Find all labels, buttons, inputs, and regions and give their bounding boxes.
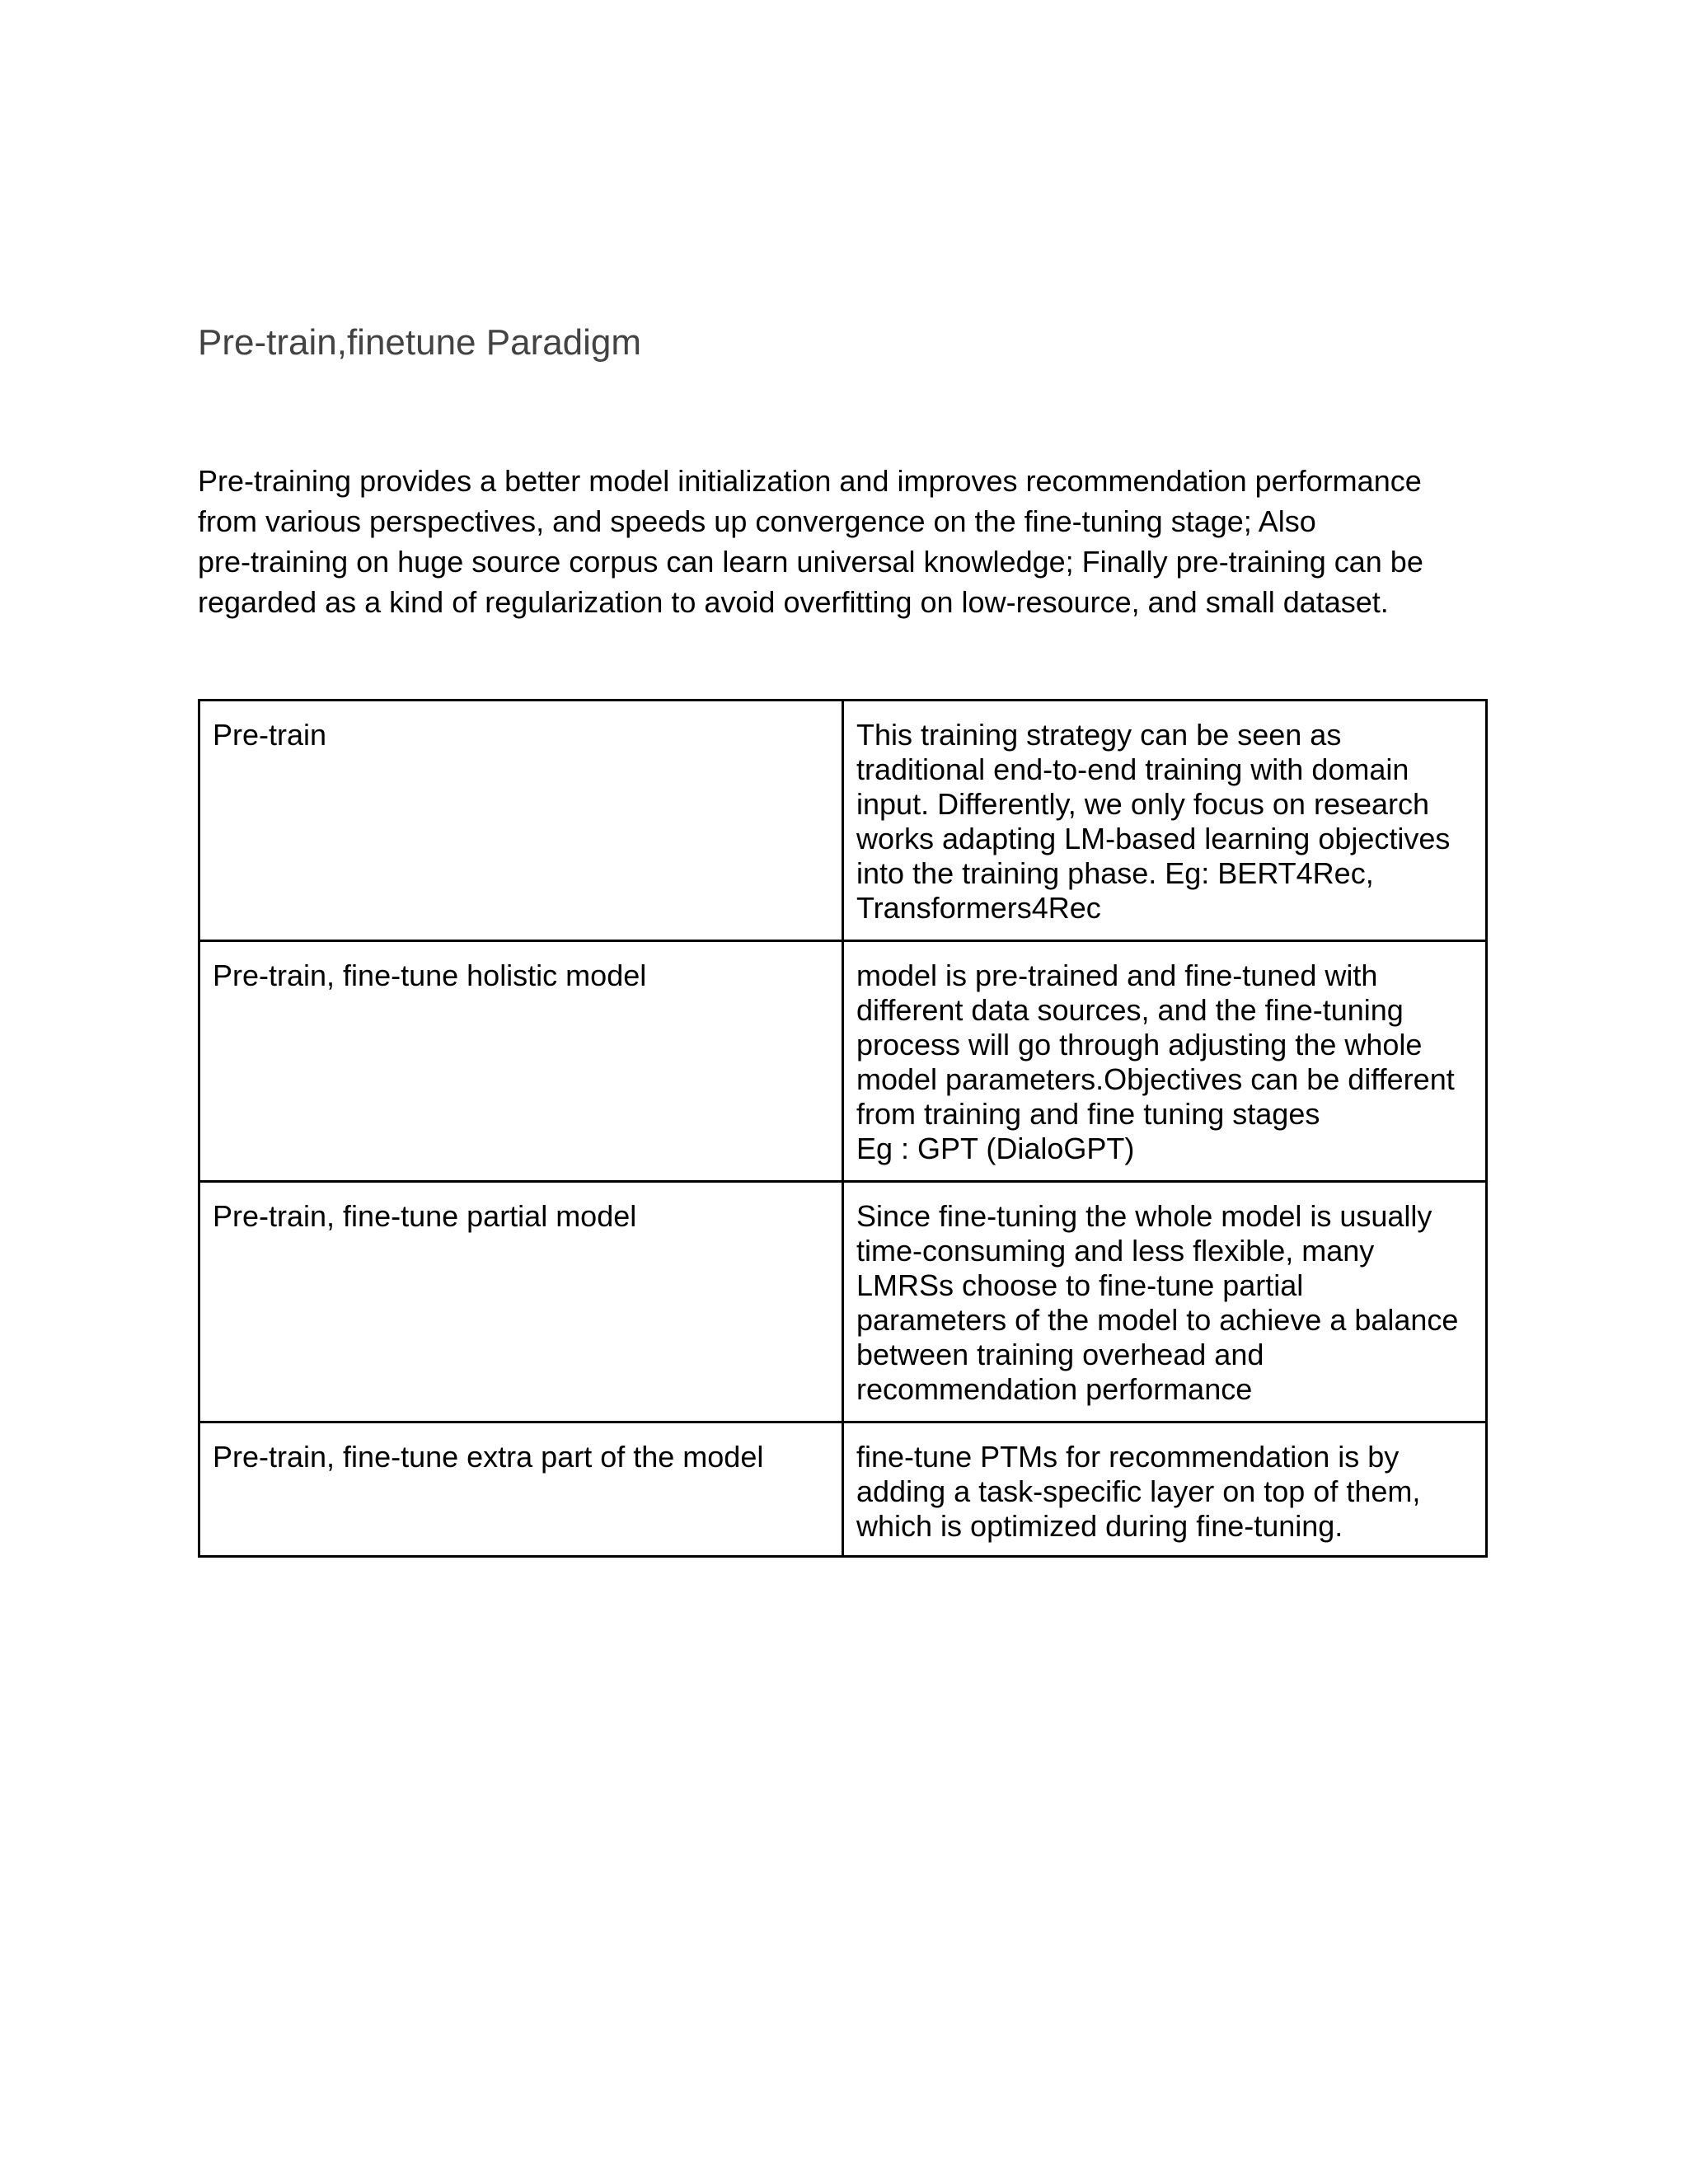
description-line: which is optimized during fine-tuning. <box>856 1509 1343 1543</box>
description-line: parameters of the model to achieve a balance <box>856 1303 1459 1337</box>
table-row <box>199 941 1487 1182</box>
paradigm-description-cell <box>843 941 1487 1182</box>
description-line: LMRSs choose to fine-tune partial <box>856 1268 1304 1302</box>
paradigm-description-cell <box>843 1182 1487 1422</box>
description-line: Since fine-tuning the whole model is usually <box>856 1199 1432 1233</box>
table-row <box>199 701 1487 941</box>
paradigm-name: Pre-train, fine-tune extra part of the model <box>213 1440 764 1474</box>
description-line: different data sources, and the fine-tuning <box>856 993 1404 1027</box>
intro-line: Pre-training provides a better model initialization and improves recommendation performance <box>198 464 1422 498</box>
paradigm-table <box>198 699 1488 1558</box>
intro-line: pre-training on huge source corpus can learn universal knowledge; Finally pre-training can be <box>198 545 1423 579</box>
paradigm-name-cell <box>199 1182 843 1422</box>
description-line: from training and fine tuning stages <box>856 1097 1320 1131</box>
intro-line: regarded as a kind of regularization to avoid overfitting on low-resource, and small dataset. <box>198 585 1389 619</box>
description-line: model parameters.Objectives can be different <box>856 1062 1455 1096</box>
description-line: recommendation performance <box>856 1372 1253 1406</box>
paradigm-description-cell <box>843 701 1487 941</box>
description-line: process will go through adjusting the whole <box>856 1028 1423 1062</box>
paradigm-name: Pre-train, fine-tune partial model <box>213 1199 637 1233</box>
description-line: traditional end-to-end training with domain <box>856 752 1409 786</box>
description-line: This training strategy can be seen as <box>856 718 1342 752</box>
paradigm-name-cell <box>199 941 843 1182</box>
intro-paragraph <box>198 461 1484 622</box>
paradigm-description-cell <box>843 1422 1487 1557</box>
description-line: Eg : GPT (DialoGPT) <box>856 1132 1135 1165</box>
description-line: Transformers4Rec <box>856 891 1101 925</box>
paradigm-name: Pre-train, fine-tune holistic model <box>213 958 647 992</box>
table-row <box>199 1422 1487 1557</box>
description-line: works adapting LM-based learning objectives <box>856 822 1451 855</box>
table-row <box>199 1182 1487 1422</box>
description-line: input. Differently, we only focus on research <box>856 787 1430 821</box>
description-line: fine-tune PTMs for recommendation is by <box>856 1440 1400 1474</box>
description-line: time-consuming and less flexible, many <box>856 1234 1375 1268</box>
description-line: between training overhead and <box>856 1338 1264 1371</box>
paradigm-name: Pre-train <box>213 718 327 752</box>
paradigm-name-cell <box>199 1422 843 1557</box>
description-line: adding a task-specific layer on top of them, <box>856 1474 1421 1508</box>
description-line: model is pre-trained and fine-tuned with <box>856 958 1378 992</box>
description-line: into the training phase. Eg: BERT4Rec, <box>856 856 1374 890</box>
document-title: Pre-train,finetune Paradigm <box>198 322 642 363</box>
paradigm-name-cell <box>199 701 843 941</box>
intro-line: from various perspectives, and speeds up convergence on the fine-tuning stage; Also <box>198 504 1316 538</box>
